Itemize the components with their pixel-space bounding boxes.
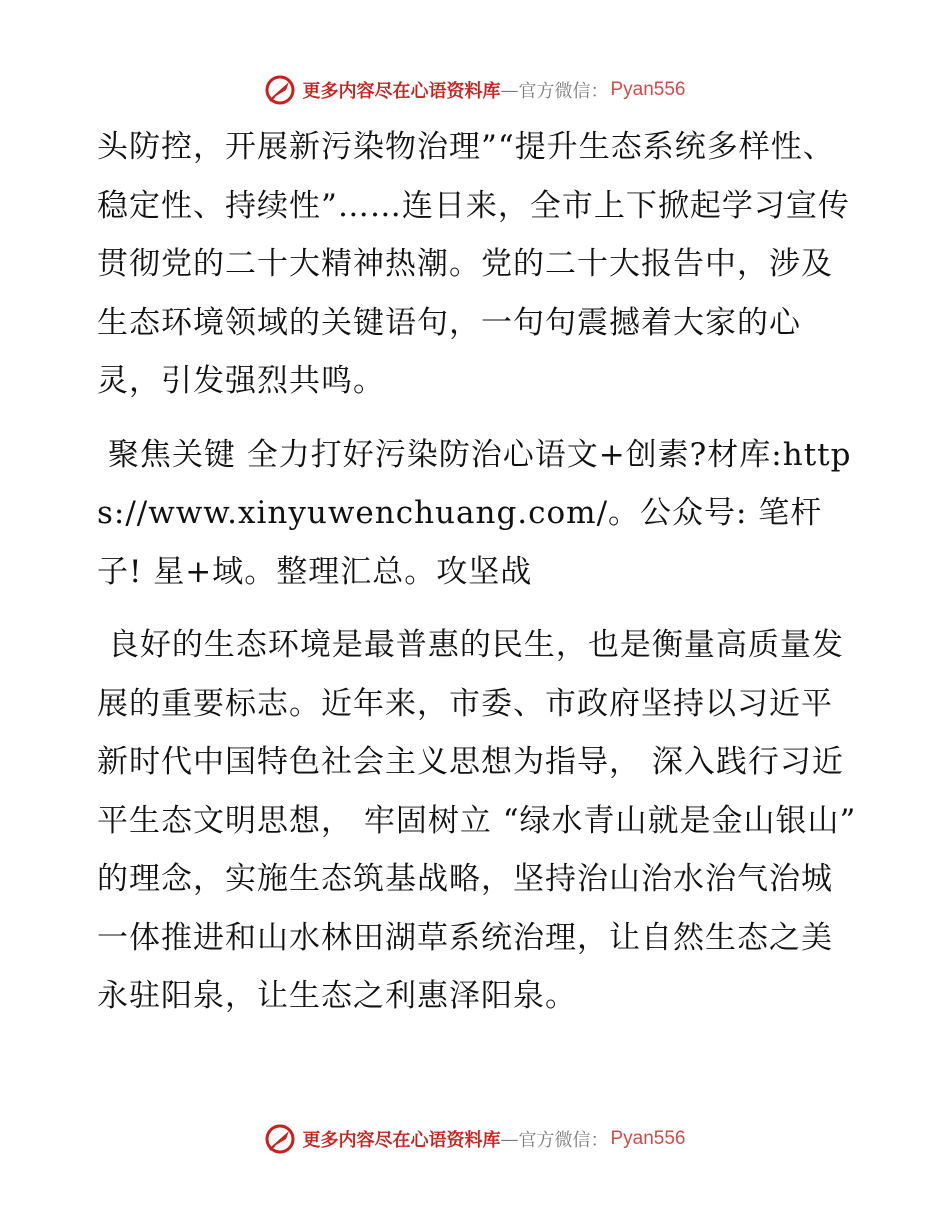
banner-text: 更多内容尽在心语资料库 bbox=[302, 81, 501, 102]
document-body bbox=[97, 118, 868, 1026]
banner-label: 官方微信： bbox=[518, 1130, 609, 1151]
banner-separator: — bbox=[500, 1128, 519, 1150]
header-banner bbox=[0, 70, 950, 110]
paragraph-2: 聚焦关键 全力打好污染防治心语文+创素?材库:https://www.xinyuwenchuang.com/。公众号: 笔杆子! 星+域。整理汇总。攻坚战 bbox=[97, 436, 852, 590]
banner-id: Pyan556 bbox=[610, 1128, 686, 1149]
banner-id: Pyan556 bbox=[610, 79, 686, 100]
quill-logo-icon bbox=[264, 1123, 296, 1155]
paragraph-3: 良好的生态环境是最普惠的民生，也是衡量高质量发展的重要标志。近年来，市委、市政府坚持以习近平新时代中国特色社会主义思想为指导， 深入践行习近平生态文明思想， 牢固树立 “绿水青山就是金山银山” 的理念，实施生态筑基战略，坚持治山治水治气治城一体推进和山水林田湖草系统治理，让自然生态之美永驻阳泉，让生态之利惠泽阳泉。 bbox=[97, 627, 868, 1014]
banner-label: 官方微信： bbox=[518, 81, 609, 102]
quill-logo-icon bbox=[264, 74, 296, 106]
banner-separator: — bbox=[500, 79, 519, 101]
banner-text: 更多内容尽在心语资料库 bbox=[302, 1130, 501, 1151]
paragraph-1: 头防控，开展新污染物治理”“提升生态系统多样性、稳定性、持续性”……连日来，全市上下掀起学习宣传贯彻党的二十大精神热潮。党的二十大报告中，涉及生态环境领域的关键语句，一句句震撼着大家的心灵，引发强烈共鸣。 bbox=[97, 129, 850, 399]
footer-banner bbox=[0, 1119, 950, 1159]
